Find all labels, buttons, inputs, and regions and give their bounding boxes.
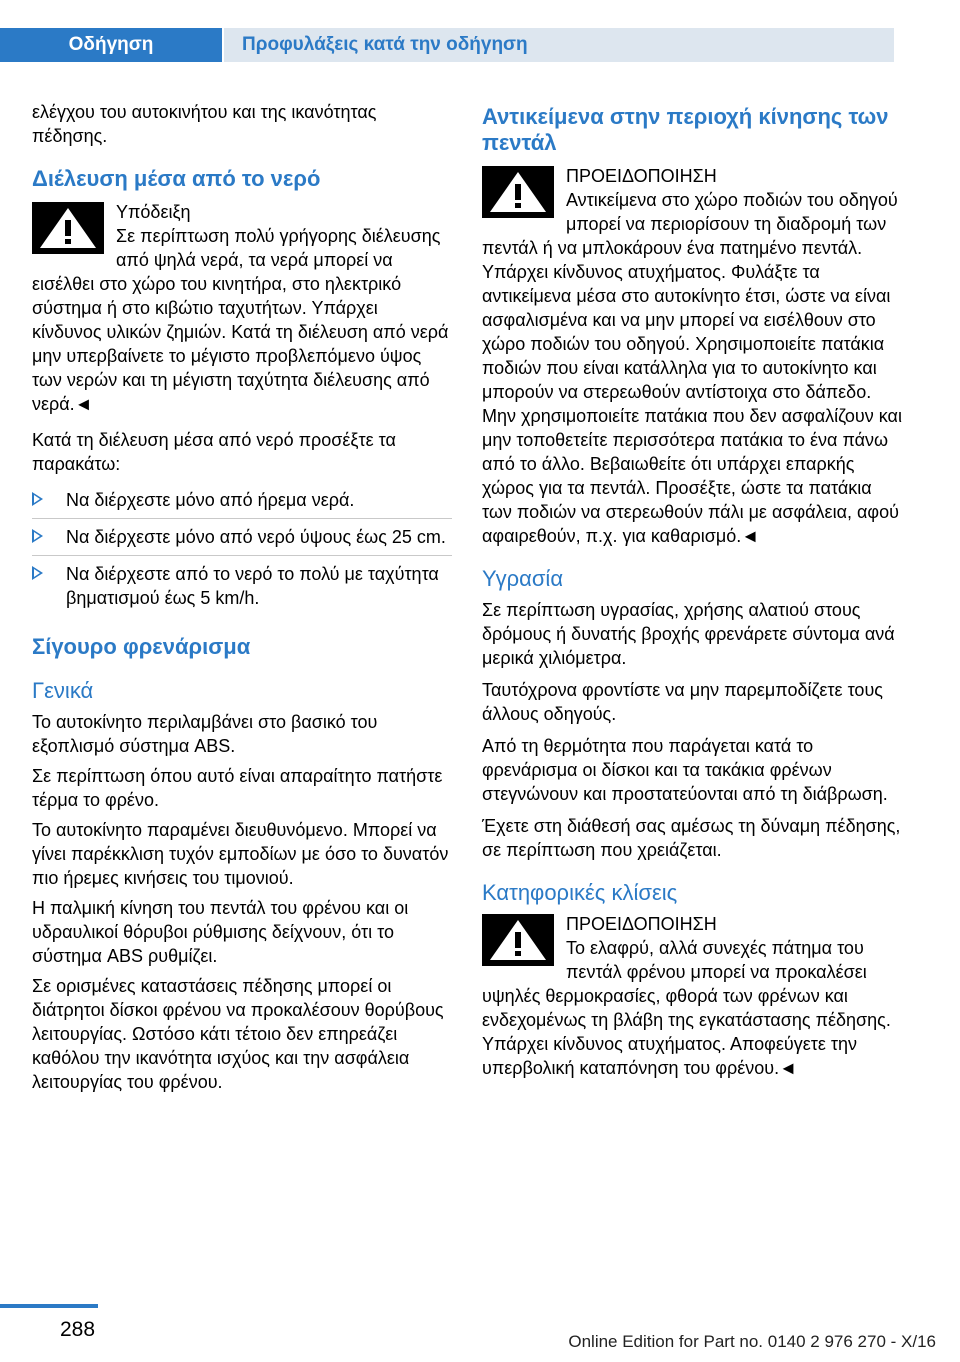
general-paragraph: Το αυτοκίνητο περιλαμβάνει στο βασικό του εξοπλισμό σύστημα ABS. <box>32 712 378 756</box>
water-note-body: Σε περίπτωση πολύ γρήγορης διέλευσης από ψηλά νερά, τα νερά μπορεί να εισέλθει στο χώρο του κινητήρα, στο ηλεκτρικό σύστημα ή στο κιβώτιο ταχυτήτων. Υπάρχει κίνδυνος υλικών ζημιών. Κατά τη διέλευση από νερά μην υπερβαίνετε το μέγιστο προβλεπόμενο ύψος των νερών και τη μέγιστη ταχύτητα διέλευσης από νερά.◄ <box>32 226 449 414</box>
general-paragraph: Σε περίπτωση όπου αυτό είναι απαραίτητο πατήστε τέρμα το φρένο. <box>32 766 443 810</box>
humidity-paragraph: Έχετε στη διάθεσή σας αμέσως τη δύναμη πέδησης, σε περίπτωση που χρειάζεται. <box>482 816 901 860</box>
water-heading: Διέλευση μέσα από το νερό <box>32 166 321 191</box>
pedal-warning <box>482 164 902 548</box>
list-item-text: Να διέρχεστε μόνο από ήρεμα νερά. <box>66 490 355 510</box>
slopes-warning-body: Το ελαφρύ, αλλά συνεχές πάτημα του πεντάλ φρένου μπορεί να προκαλέσει υψηλές θερμοκρασίες, φθορά των φρένων και ενδεχομένως τη βλάβη της εγκατάστασης πέδησης. Υπάρχει κίνδυνος ατυχήματος. Αποφεύγετε την υπερβολική καταπόνηση του φρένου.◄ <box>482 938 891 1078</box>
slopes-warning-title: ΠΡΟΕΙΔΟΠΟΙΗΣΗ <box>566 914 717 934</box>
humidity-paragraph: Σε περίπτωση υγρασίας, χρήσης αλατιού στους δρόμους ή δυνατής βροχής φρενάρετε σύντομα ανά μερικά χιλιόμετρα. <box>482 600 895 668</box>
general-paragraph: Η παλμική κίνηση του πεντάλ του φρένου και οι υδραυλικοί θόρυβοι ρύθμισης δείχνουν, ότι το σύστημα ABS ρυθμίζει. <box>32 898 409 966</box>
pedal-warning-body: Αντικείμενα στο χώρο ποδιών του οδηγού μπορεί να περιορίσουν τη διαδρομή των πεντάλ ή να μπλοκάρουν ένα πατημένο πεντάλ. Υπάρχει κίνδυνος ατυχήματος. Φυλάξτε τα αντικείμενα μέσα στο αυτοκίνητο έτσι, ώστε να είναι ασφαλισμένα και να μην μπορεί να εισέλθουν στο χώρο ποδιών του οδηγού. Χρησιμοποιείτε πατάκια ποδιών που είναι κατάλληλα για το αυτοκίνητο και μπορούν να στερεωθούν αντίστοιχα στο δάπεδο. Μην χρησιμοποιείτε πατάκια που δεν ασφαλίζουν και μην τοποθετείτε περισσότερα πατάκια το ένα πάνω από το άλλο. Βεβαιωθείτε ότι υπάρχει επαρκής χώρος για τα πεντάλ. Προσέξτε, ώστε τα πατάκια των ποδιών να στερεωθούν πάλι με ασφάλεια, αφού αφαιρεθούν, π.χ. για καθαρισμό.◄ <box>482 190 902 546</box>
slopes-warning <box>482 912 902 1080</box>
humidity-paragraph: Ταυτόχρονα φροντίστε να μην παρεμποδίζετε τους άλλους οδηγούς. <box>482 680 883 724</box>
humidity-paragraph: Από τη θερμότητα που παράγεται κατά το φρενάρισμα οι δίσκοι και τα τακάκια φρένων στεγνώνουν και προστατεύονται από τη διάβρωση. <box>482 736 888 804</box>
footer-accent-line <box>0 1304 98 1308</box>
water-lead: Κατά τη διέλευση μέσα από νερό προσέξτε τα παρακάτω: <box>32 430 396 474</box>
warning-triangle-icon <box>482 914 554 966</box>
pedal-warning-title: ΠΡΟΕΙΔΟΠΟΙΗΣΗ <box>566 166 717 186</box>
left-column <box>32 100 452 1100</box>
warning-triangle-icon <box>482 166 554 218</box>
braking-heading: Σίγουρο φρενάρισμα <box>32 634 251 659</box>
triangle-bullet-icon <box>32 529 43 543</box>
right-column <box>482 100 902 1092</box>
list-item <box>32 525 452 556</box>
water-bullet-list <box>32 488 452 616</box>
list-item <box>32 562 452 616</box>
water-note <box>32 200 452 416</box>
warning-triangle-icon <box>32 202 104 254</box>
list-item-text: Να διέρχεστε μόνο από νερό ύψους έως 25 cm. <box>66 527 446 547</box>
water-note-title: Υπόδειξη <box>116 202 191 222</box>
triangle-bullet-icon <box>32 566 43 580</box>
edition-text: Online Edition for Part no. 0140 2 976 270 - X/16 <box>568 1332 936 1351</box>
tab-driving-precautions[interactable]: Προφυλάξεις κατά την οδήγηση <box>224 28 894 62</box>
list-item-text: Να διέρχεστε από το νερό το πολύ με ταχύτητα βηματισμού έως 5 km/h. <box>66 564 439 608</box>
general-paragraph: Το αυτοκίνητο παραμένει διευθυνόμενο. Μπορεί να γίνει παρέκκλιση τυχόν εμποδίων με όσο το δυνατόν πιο ήρεμες κινήσεις του τιμονιού. <box>32 820 449 888</box>
humidity-heading: Υγρασία <box>482 566 564 591</box>
pedal-heading: Αντικείμενα στην περιοχή κίνησης των πεντάλ <box>482 104 889 155</box>
general-paragraph: Σε ορισμένες καταστάσεις πέδησης μπορεί οι διάτρητοι δίσκοι φρένου να προκαλέσουν θορύβους λειτουργίας. Ωστόσο κάτι τέτοιο δεν επηρεάζει καθόλου την ικανότητα ισχύος και την ασφάλεια λειτουργίας του φρένου. <box>32 976 444 1092</box>
tab-driving[interactable]: Οδήγηση <box>0 28 222 62</box>
list-item <box>32 488 452 519</box>
slopes-heading: Κατηφορικές κλίσεις <box>482 880 678 905</box>
page-number: 288 <box>60 1318 96 1341</box>
header-tabs <box>0 28 900 62</box>
triangle-bullet-icon <box>32 492 43 506</box>
general-heading: Γενικά <box>32 678 94 703</box>
intro-text: ελέγχου του αυτοκινήτου και της ικανότητας πέδησης. <box>32 102 377 146</box>
